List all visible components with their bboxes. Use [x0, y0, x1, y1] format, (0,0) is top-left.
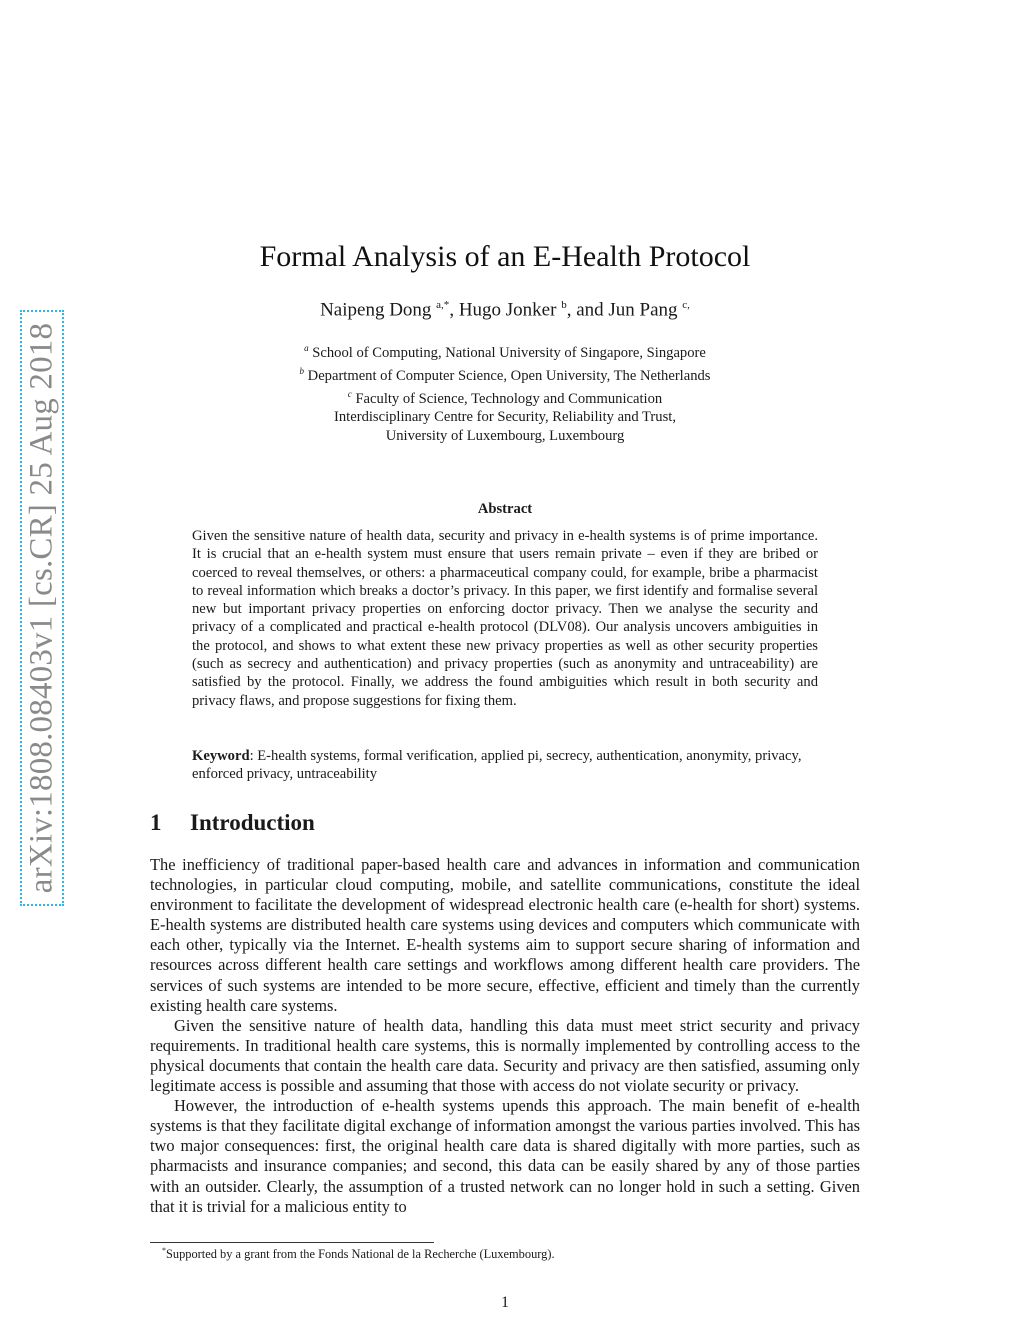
footnote-rule [150, 1242, 434, 1243]
affiliation-c [0, 385, 1010, 408]
body-text [150, 855, 860, 1217]
affiliation-text: Faculty of Science, Technology and Communication [351, 391, 663, 408]
affiliation-a [0, 339, 1010, 362]
keywords-text: : E-health systems, formal verification, applied pi, secrecy, authentication, anonymity, privacy, enforced privacy, untraceability [192, 748, 802, 783]
affiliation-mark: c [347, 389, 352, 400]
author-name: , Hugo Jonker [449, 299, 562, 321]
footnote [162, 1246, 555, 1262]
keywords [192, 747, 832, 784]
affiliation-c-line2: Interdisciplinary Centre for Security, Reliability and Trust, [334, 409, 676, 426]
affiliation-b [0, 362, 1010, 385]
author-affiliation-mark: c, [682, 299, 690, 311]
abstract-body: Given the sensitive nature of health data, security and privacy in e-health systems is of prime importance. It is crucial that an e-health system must ensure that users remain private – even if they are bribed or coerced to reveal themselves, or others: a pharmaceutical company could, for example, bribe a pharmacist to reveal information which breaks a doctor’s privacy. In this paper, we first identify and formalise several new but important privacy properties on enforcing doctor privacy. Then we analyse the security and privacy of a complicated and practical e-health protocol (DLV08). Our analysis uncovers ambiguities in the protocol, and shows to what extent these new privacy properties as well as other security properties (such as secrecy and authentication) and privacy properties (such as anonymity and untraceability) are satisfied by the protocol. Finally, we address the found ambiguities which result in both security and privacy flaws, and propose suggestions for fixing them. [192, 528, 818, 709]
keywords-label: Keyword [192, 748, 250, 764]
affiliation-text: Department of Computer Science, Open University, The Netherlands [304, 368, 711, 385]
affiliation-list [0, 339, 1010, 445]
arxiv-id: arXiv:1808.08403v1 [cs.CR] 25 Aug 2018 [23, 322, 60, 894]
affiliation-text: School of Computing, National University of Singapore, Singapore [308, 344, 706, 361]
author-affiliation-mark: a,* [436, 299, 450, 311]
footnote-text: Supported by a grant from the Fonds National de la Recherche (Luxembourg). [166, 1247, 555, 1262]
paragraph: However, the introduction of e-health systems upends this approach. The main benefit of e-health systems is that they facilitate digital exchange of information amongst the various parties involved. This has two major consequences: first, the original health care data is shared digitally with more parties, such as pharmacists and insurance companies; and second, this data can be easily shared by any of those parties with an outsider. Clearly, the assumption of a trusted network can no longer hold in such a setting. Given that it is trivial for a malicious entity to [150, 1096, 860, 1216]
affiliation-mark: b [299, 366, 304, 377]
section-heading [150, 810, 315, 836]
author-affiliation-mark: b [561, 299, 567, 311]
paper-title: Formal Analysis of an E-Health Protocol [259, 240, 751, 273]
author-name: , and Jun Pang [566, 299, 683, 321]
affiliation-c-line3: University of Luxembourg, Luxembourg [385, 427, 625, 444]
paragraph: The inefficiency of traditional paper-based health care and advances in information and communication technologies, in particular cloud computing, mobile, and satellite communications, constitute the ideal environment to facilitate the development of widespread electronic health care (e-health for short) systems. E-health systems are distributed health care systems using devices and computers which communicate with each other, typically via the Internet. E-health systems aim to support secure sharing of information and resources across different health care settings and workflows among different health care providers. The services of such systems are intended to be more secure, effective, efficient and timely than the currently existing health care systems. [150, 855, 860, 1015]
page-number: 1 [501, 1294, 509, 1311]
section-number: 1 [150, 810, 162, 835]
footnote-mark: * [162, 1246, 166, 1255]
author-name: Naipeng Dong [320, 299, 437, 321]
paragraph: Given the sensitive nature of health data, handling this data must meet strict security and privacy requirements. In traditional health care systems, this is normally implemented by controlling access to the physical documents that contain the health care data. Security and privacy are then satisfied, assuming only legitimate access is possible and assuming that those with access do not violate security or privacy. [150, 1015, 860, 1096]
section-title: Introduction [190, 810, 315, 835]
affiliation-mark: a [304, 343, 309, 353]
author-list [0, 299, 1010, 321]
abstract-heading: Abstract [477, 501, 533, 517]
